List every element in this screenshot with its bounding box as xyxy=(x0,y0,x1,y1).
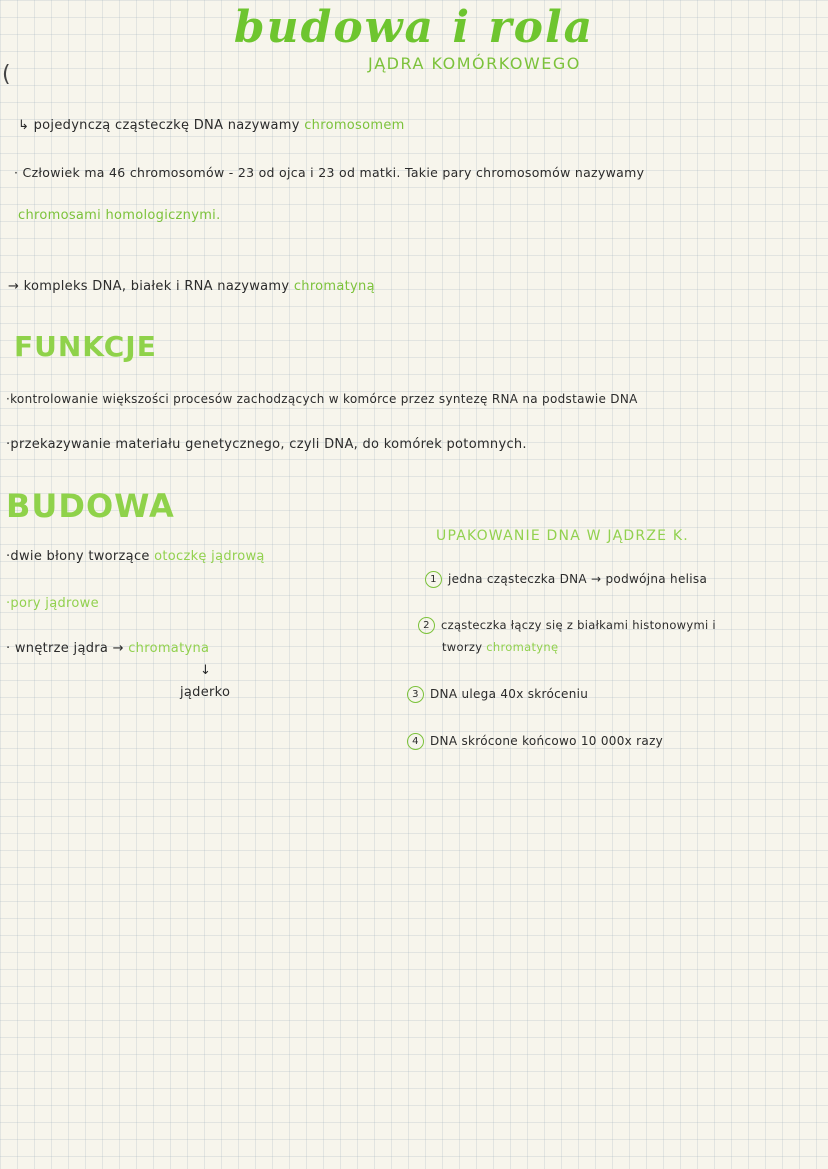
intro-line4-text: → kompleks DNA, białek i RNA nazywamy xyxy=(8,279,290,294)
step-term: chromatynę xyxy=(486,640,559,654)
intro-line-human-chromosomes: · Człowiek ma 46 chromosomów - 23 od ojca i 23 od matki. Takie pary chromosomów nazywamy xyxy=(14,165,645,180)
step-number-badge: 3 xyxy=(407,686,424,703)
page-title: budowa i rola xyxy=(233,2,595,53)
upakowanie-step-4 xyxy=(407,733,663,750)
intro-line-homologous: chromosami homologicznymi. xyxy=(18,208,221,223)
budowa-item-3 xyxy=(6,641,209,656)
step-text: cząsteczka łączy się z białkami histonowymi i xyxy=(441,618,716,632)
budowa-item-2: ·pory jądrowe xyxy=(6,596,99,611)
intro-line4-term: chromatyną xyxy=(293,279,375,294)
left-bracket-mark: ( xyxy=(2,62,11,87)
intro-line-chromatin xyxy=(8,279,375,294)
step-text: DNA ulega 40x skróceniu xyxy=(430,687,589,701)
upakowanie-step-3 xyxy=(407,686,588,703)
down-arrow-icon: ↓ xyxy=(200,663,212,678)
step-text: jedna cząsteczka DNA → podwójna helisa xyxy=(448,572,708,586)
budowa-item1-term: otoczkę jądrową xyxy=(154,549,265,564)
step-text: DNA skrócone końcowo 10 000x razy xyxy=(430,734,664,748)
step-number-badge: 4 xyxy=(407,733,424,750)
step-number-badge: 1 xyxy=(425,571,442,588)
budowa-item3-term: chromatyna xyxy=(128,641,210,656)
section-heading-funkcje: FUNKCJE xyxy=(14,330,157,363)
upakowanie-heading: UPAKOWANIE DNA W JĄDRZE K. xyxy=(436,528,689,544)
funkcje-item-1: ·kontrolowanie większości procesów zachodzących w komórce przez syntezę RNA na podstawie DNA xyxy=(6,392,638,406)
intro-line1-text: ↳ pojedynczą cząsteczkę DNA nazywamy xyxy=(18,118,300,133)
funkcje-item-2: ·przekazywanie materiału genetycznego, czyli DNA, do komórek potomnych. xyxy=(6,437,527,452)
step-text-cont: tworzy xyxy=(442,640,483,654)
budowa-item3-text: · wnętrze jądra → xyxy=(6,641,124,656)
upakowanie-step-2 xyxy=(418,617,716,634)
upakowanie-step-2-continued xyxy=(442,640,558,654)
budowa-item-1 xyxy=(6,549,265,564)
intro-line-chromosome xyxy=(18,118,405,133)
intro-line1-term: chromosomem xyxy=(304,118,405,133)
budowa-item3-sub: jąderko xyxy=(180,685,231,700)
section-heading-budowa: BUDOWA xyxy=(6,487,175,525)
page-subtitle: JĄDRA KOMÓRKOWEGO xyxy=(368,54,581,73)
upakowanie-step-1 xyxy=(425,571,707,588)
step-number-badge: 2 xyxy=(418,617,435,634)
budowa-item1-text: ·dwie błony tworzące xyxy=(6,549,150,564)
